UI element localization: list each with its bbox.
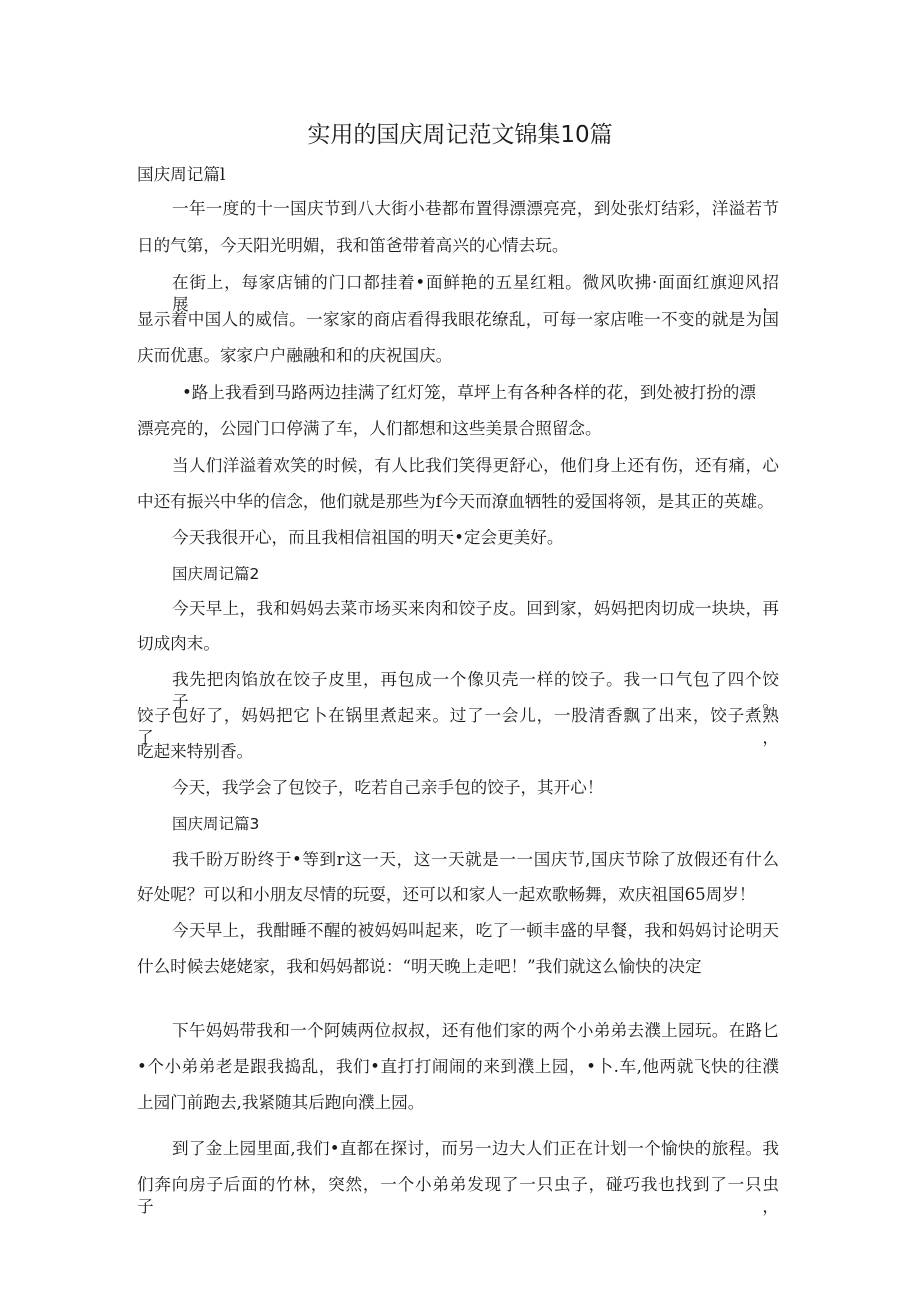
page-title: 实用的国庆周记范文锦集10篇	[307, 122, 613, 148]
section-heading: 国庆周记篇2	[172, 565, 260, 583]
paragraph-line: 吃起来特别香。	[137, 742, 254, 761]
paragraph-line: 我千盼万盼终于•等到r这一天，这一天就是一一国庆节,国庆节除了放假还有什么	[172, 850, 779, 869]
paragraph-line: 日的气第，今天阳光明媚，我和笛爸带着高兴的心情去玩。	[137, 236, 569, 255]
paragraph-line: 一年一度的十一国庆节到八大街小巷都布置得漂漂亮亮，到处张灯结彩，洋溢若节	[172, 199, 779, 218]
paragraph-line: 们奔向房子后面的竹林，突然，一个小弟弟发现了一只虫子，碰巧我也找到了一只虫子，	[137, 1175, 779, 1216]
paragraph-line: •个小弟弟老是跟我捣乱，我们•直打打闹闹的来到濮上园，•卜.车,他两就飞快的往濮	[137, 1057, 779, 1076]
paragraph-line: 切成肉末。	[137, 634, 220, 653]
paragraph-line: 庆而优惠。家家户户融融和和的庆祝国庆。	[137, 346, 453, 365]
paragraph-line: 显示着中国人的威信。一家家的商店看得我眼花缭乱，可每一家店唯一不变的就是为国	[137, 310, 779, 329]
paragraph-line: 中还有振兴中华的信念，他们就是那些为f今天而潦血牺牲的爱国将领，是其正的英雄。	[137, 492, 774, 511]
paragraph-line: 今天我很开心，而且我相信祖国的明天•定会更美好。	[172, 528, 564, 547]
paragraph-line: 下午妈妈带我和一个阿姨两位叔叔，还有他们家的两个小弟弟去濮上园玩。在路匕	[172, 1021, 779, 1040]
paragraph-line: 今天早上，我和妈妈去菜市场买来肉和饺子皮。回到家，妈妈把肉切成一块块，再	[172, 599, 779, 618]
paragraph-line: 饺子包好了，妈妈把它卜在锅里煮起来。过了一会儿，一股清香飘了出来，饺子煮熟了，	[137, 706, 779, 747]
section-heading: 国庆周记篇l	[137, 165, 226, 184]
paragraph-line: 我先把肉馅放在饺子皮里，再包成一个像贝壳一样的饺子。我一口气包了四个饺子。	[172, 670, 779, 711]
paragraph-line: 好处呢？可以和小朋友尽情的玩耍，还可以和家人一起欢歌畅舞，欢庆祖国65周岁！	[137, 885, 756, 904]
paragraph-line: 今天早上，我酣睡不醒的被妈妈叫起来，吃了一顿丰盛的早餐，我和妈妈讨论明天	[172, 921, 779, 940]
paragraph-line: 什么时候去姥姥家，我和妈妈都说：“明天晚上走吧！”我们就这么愉快的决定	[137, 957, 702, 976]
paragraph-line: 当人们洋溢着欢笑的时候，有人比我们笑得更舒心，他们身上还有伤，还有痛，心	[172, 456, 779, 475]
paragraph-line: 到了金上园里面,我们•直都在探讨，而另一边大人们正在计划一个愉快的旅程。我	[172, 1139, 779, 1158]
paragraph-line: 上园门前跑去,我紧随其后跑向濮上园。	[137, 1093, 425, 1112]
paragraph-line: •路上我看到马路两边挂满了红灯笼，草坪上有各种各样的花，到处被打扮的漂	[182, 383, 756, 402]
paragraph-line: 在街上，每家店铺的门口都挂着•面鲜艳的五星红粗。微风吹拂·面面红旗迎风招展，	[172, 273, 779, 314]
section-heading: 国庆周记篇3	[172, 815, 260, 833]
paragraph-line: 漂亮亮的，公园门口停满了车，人们都想和这些美景合照留念。	[137, 419, 602, 438]
paragraph-line: 今天，我学会了包饺子，吃若自己亲手包的饺子，其开心！	[172, 778, 604, 797]
